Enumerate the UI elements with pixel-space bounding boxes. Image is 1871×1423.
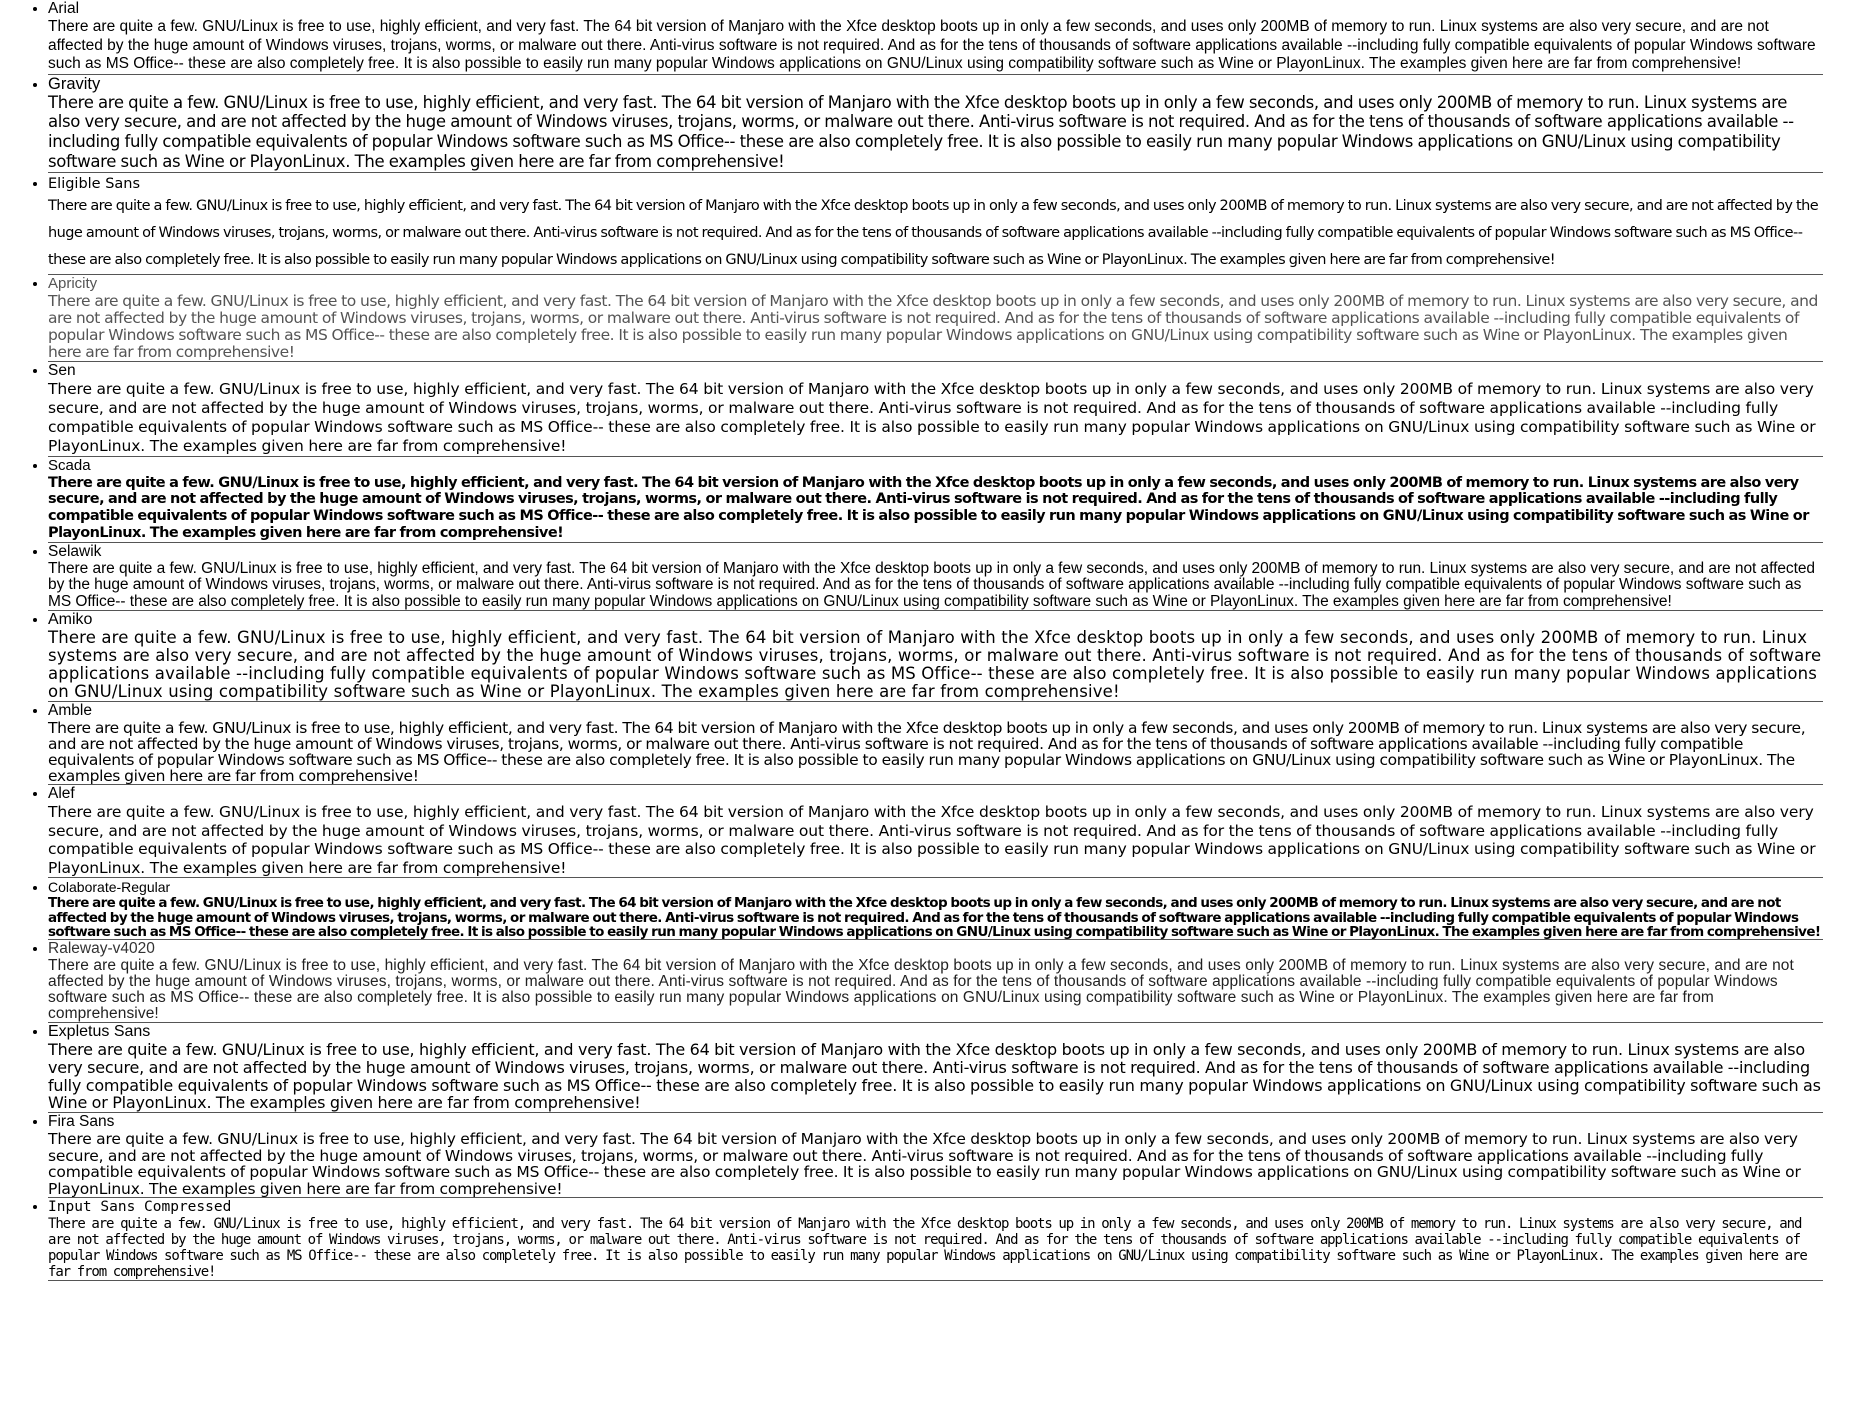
font-entry-expletus-sans <box>48 1023 1823 1113</box>
font-entry-alef <box>48 785 1823 878</box>
font-sample-text: There are quite a few. GNU/Linux is free to use, highly efficient, and very fast. The 64 bit version of Manjaro with the Xfce desktop boots up in only a few seconds, and uses only 200MB of memory to run. Linux systems are also very secure, and are not affected by the huge amount of Windows viruses, trojans, worms, or malware out there. Anti-virus software is not required. And as for the tens of thousands of software applications available --including fully compatible equivalents of popular Windows software such as MS Office-- these are also completely free. It is also possible to easily run many popular Windows applications on GNU/Linux using compatibility software such as Wine or PlayonLinux. The examples given here are far from comprehensive! <box>48 18 1816 72</box>
font-entry-selawik <box>48 543 1823 612</box>
font-sample-text: There are quite a few. GNU/Linux is free to use, highly efficient, and very fast. The 64 bit version of Manjaro with the Xfce desktop boots up in only a few seconds, and uses only 200MB of memory to run. Linux systems are also very secure, and are not affected by the huge amount of Windows viruses, trojans, worms, or malware out there. Anti-virus software is not required. And as for the tens of thousands of software applications available --including fully compatible equivalents of popular Windows software such as MS Office-- these are also completely free. It is also possible to easily run many popular Windows applications on GNU/Linux using compatibility software such as Wine or PlayonLinux. The examples given here are far from comprehensive! <box>48 379 1816 455</box>
font-entry-amble <box>48 702 1823 785</box>
font-entry-arial <box>48 0 1823 75</box>
font-name: • Scada <box>48 456 91 474</box>
font-sample-text: There are quite a few. GNU/Linux is free to use, highly efficient, and very fast. The 64 bit version of Manjaro with the Xfce desktop boots up in only a few seconds, and uses only 200MB of memory to run. Linux systems are also very secure, and are not affected by the huge amount of Windows viruses, trojans, worms, or malware out there. Anti-virus software is not required. And as for the tens of thousands of software applications available --including fully compatible equivalents of popular Windows software such as MS Office-- these are also completely free. It is also possible to easily run many popular Windows applications on GNU/Linux using compatibility software such as Wine or PlayonLinux. The examples given here are far from comprehensive! <box>48 895 1821 940</box>
font-entry-fira-sans <box>48 1113 1823 1198</box>
font-sample-text: There are quite a few. GNU/Linux is free to use, highly efficient, and very fast. The 64 bit version of Manjaro with the Xfce desktop boots up in only a few seconds, and uses only 200MB of memory to run. Linux systems are also very secure, and are not affected by the huge amount of Windows viruses, trojans, worms, or malware out there. Anti-virus software is not required. And as for the tens of thousands of software applications available --including fully compatible equivalents of popular Windows software such as MS Office-- these are also completely free. It is also possible to easily run many popular Windows applications on GNU/Linux using compatibility software such as Wine or PlayonLinux. The examples given here are far from comprehensive! <box>48 628 1822 702</box>
font-entry-input-sans-compressed <box>48 1198 1823 1281</box>
font-sample-text: There are quite a few. GNU/Linux is free to use, highly efficient, and very fast. The 64 bit version of Manjaro with the Xfce desktop boots up in only a few seconds, and uses only 200MB of memory to run. Linux systems are also very secure, and are not affected by the huge amount of Windows viruses, trojans, worms, or malware out there. Anti-virus software is not required. And as for the tens of thousands of software applications available --including fully compatible equivalents of popular Windows software such as MS Office-- these are also completely free. It is also possible to easily run many popular Windows applications on GNU/Linux using compatibility software such as Wine or PlayonLinux. The examples given here are far from comprehensive! <box>48 291 1818 361</box>
font-entry-sen <box>48 362 1823 457</box>
font-name: • Colaborate-Regular <box>48 879 171 896</box>
font-name: • Amble <box>48 702 92 720</box>
font-entry-apricity <box>48 275 1823 362</box>
font-entry-raleway-v4020 <box>48 940 1823 1023</box>
font-name: • Amiko <box>48 611 93 629</box>
font-name: • Selawik <box>48 542 102 560</box>
font-sample-text: There are quite a few. GNU/Linux is free to use, highly efficient, and very fast. The 64 bit version of Manjaro with the Xfce desktop boots up in only a few seconds, and uses only 200MB of memory to run. Linux systems are also very secure, and are not affected by the huge amount of Windows viruses, trojans, worms, or malware out there. Anti-virus software is not required. And as for the tens of thousands of software applications available --including fully compatible equivalents of popular Windows software such as MS Office-- these are also completely free. It is also possible to easily run many popular Windows applications on GNU/Linux using compatibility software such as Wine or PlayonLinux. The examples given here are far from comprehensive! <box>48 1039 1821 1113</box>
font-name: • Fira Sans <box>48 1113 115 1131</box>
font-sample-text: There are quite a few. GNU/Linux is free to use, highly efficient, and very fast. The 64 bit version of Manjaro with the Xfce desktop boots up in only a few seconds, and uses only 200MB of memory to run. Linux systems are also very secure, and are not affected by the huge amount of Windows viruses, trojans, worms, or malware out there. Anti-virus software is not required. And as for the tens of thousands of software applications available --including fully compatible equivalents of popular Windows software such as MS Office-- these are also completely free. It is also possible to easily run many popular Windows applications on GNU/Linux using compatibility software such as Wine or PlayonLinux. The examples given here are far from comprehensive! <box>48 197 1819 268</box>
font-entry-scada <box>48 457 1823 543</box>
font-name: • Alef <box>48 785 75 803</box>
font-sample-text: There are quite a few. GNU/Linux is free to use, highly efficient, and very fast. The 64 bit version of Manjaro with the Xfce desktop boots up in only a few seconds, and uses only 200MB of memory to run. Linux systems are also very secure, and are not affected by the huge amount of Windows viruses, trojans, worms, or malware out there. Anti-virus software is not required. And as for the tens of thousands of software applications available --including fully compatible equivalents of popular Windows software such as MS Office-- these are also completely free. It is also possible to easily run many popular Windows applications on GNU/Linux using compatibility software such as Wine or PlayonLinux. The examples given here are far from comprehensive! <box>48 474 1809 542</box>
font-entry-colaborate-regular <box>48 878 1823 940</box>
font-name: • Apricity <box>48 274 98 292</box>
font-name: • Gravity <box>48 74 101 93</box>
font-entry-gravity <box>48 75 1823 173</box>
font-entry-eligible-sans <box>48 173 1823 275</box>
font-name: • Expletus Sans <box>48 1022 151 1040</box>
font-name: • Sen <box>48 361 76 379</box>
font-name: • Eligible Sans <box>48 175 141 192</box>
font-sample-text: There are quite a few. GNU/Linux is free to use, highly efficient, and very fast. The 64 bit version of Manjaro with the Xfce desktop boots up in only a few seconds, and uses only 200MB of memory to run. Linux systems are also very secure, and are not affected by the huge amount of Windows viruses, trojans, worms, or malware out there. Anti-virus software is not required. And as for the tens of thousands of software applications available --including fully compatible equivalents of popular Windows software such as MS Office-- these are also completely free. It is also possible to easily run many popular Windows applications on GNU/Linux using compatibility software such as Wine or PlayonLinux. The examples given here are far from comprehensive! <box>48 1130 1801 1198</box>
font-sample-text: There are quite a few. GNU/Linux is free to use, highly efficient, and very fast. The 64 bit version of Manjaro with the Xfce desktop boots up in only a few seconds, and uses only 200MB of memory to run. Linux systems are also very secure, and are not affected by the huge amount of Windows viruses, trojans, worms, or malware out there. Anti-virus software is not required. And as for the tens of thousands of software applications available --including fully compatible equivalents of popular Windows software such as MS Office-- these are also completely free. It is also possible to easily run many popular Windows applications on GNU/Linux using compatibility software such as Wine or PlayonLinux. The examples given here are far from comprehensive! <box>48 956 1794 1022</box>
font-sample-text: There are quite a few. GNU/Linux is free to use, highly efficient, and very fast. The 64 bit version of Manjaro with the Xfce desktop boots up in only a few seconds, and uses only 200MB of memory to run. Linux systems are also very secure, and are not affected by the huge amount of Windows viruses, trojans, worms, or malware out there. Anti-virus software is not required. And as for the tens of thousands of software applications available --including fully compatible equivalents of popular Windows software such as MS Office-- these are also completely free. It is also possible to easily run many popular Windows applications on GNU/Linux using compatibility software such as Wine or PlayonLinux. The examples given here are far from comprehensive! <box>48 559 1816 610</box>
font-sample-text: There are quite a few. GNU/Linux is free to use, highly efficient, and very fast. The 64 bit version of Manjaro with the Xfce desktop boots up in only a few seconds, and uses only 200MB of memory to run. Linux systems are also very secure, and are not affected by the huge amount of Windows viruses, trojans, worms, or malware out there. Anti-virus software is not required. And as for the tens of thousands of software applications available --including fully compatible equivalents of popular Windows software such as MS Office-- these are also completely free. It is also possible to easily run many popular Windows applications on GNU/Linux using compatibility software such as Wine or PlayonLinux. The examples given here are far from comprehensive! <box>48 1216 1807 1281</box>
font-entry-amiko <box>48 611 1823 702</box>
font-name: • Input Sans Compressed <box>48 1199 232 1216</box>
font-sample-text: There are quite a few. GNU/Linux is free to use, highly efficient, and very fast. The 64 bit version of Manjaro with the Xfce desktop boots up in only a few seconds, and uses only 200MB of memory to run. Linux systems are also very secure, and are not affected by the huge amount of Windows viruses, trojans, worms, or malware out there. Anti-virus software is not required. And as for the tens of thousands of software applications available --including fully compatible equivalents of popular Windows software such as MS Office-- these are also completely free. It is also possible to easily run many popular Windows applications on GNU/Linux using compatibility software such as Wine or PlayonLinux. The examples given here are far from comprehensive! <box>48 719 1806 786</box>
font-name: • Raleway-v4020 <box>48 939 155 957</box>
font-sample-text: There are quite a few. GNU/Linux is free to use, highly efficient, and very fast. The 64 bit version of Manjaro with the Xfce desktop boots up in only a few seconds, and uses only 200MB of memory to run. Linux systems are also very secure, and are not affected by the huge amount of Windows viruses, trojans, worms, or malware out there. Anti-virus software is not required. And as for the tens of thousands of software applications available --including fully compatible equivalents of popular Windows software such as MS Office-- these are also completely free. It is also possible to easily run many popular Windows applications on GNU/Linux using compatibility software such as Wine or PlayonLinux. The examples given here are far from comprehensive! <box>48 92 1794 171</box>
font-name: • Arial <box>48 0 80 17</box>
font-sample-text: There are quite a few. GNU/Linux is free to use, highly efficient, and very fast. The 64 bit version of Manjaro with the Xfce desktop boots up in only a few seconds, and uses only 200MB of memory to run. Linux systems are also very secure, and are not affected by the huge amount of Windows viruses, trojans, worms, or malware out there. Anti-virus software is not required. And as for the tens of thousands of software applications available --including fully compatible equivalents of popular Windows software such as MS Office-- these are also completely free. It is also possible to easily run many popular Windows applications on GNU/Linux using compatibility software such as Wine or PlayonLinux. The examples given here are far from comprehensive! <box>48 803 1816 877</box>
